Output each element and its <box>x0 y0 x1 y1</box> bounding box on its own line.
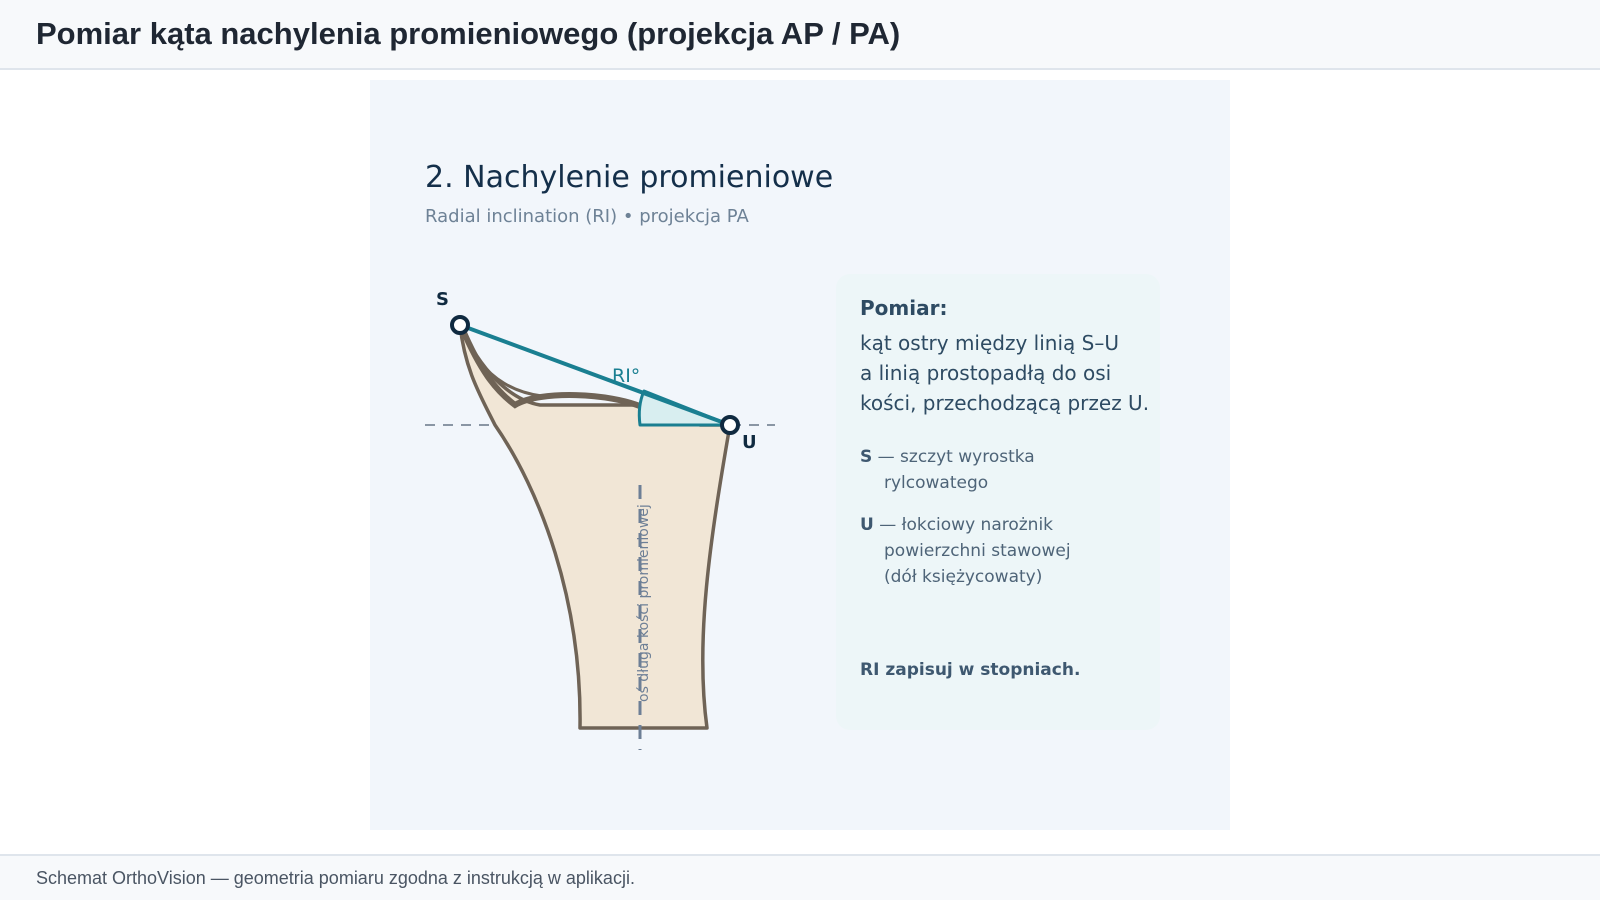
legend-s-text: rylcowatego <box>884 473 989 493</box>
measurement-info-box <box>836 274 1160 730</box>
page-header <box>0 0 1600 70</box>
page-footer <box>0 854 1600 900</box>
legend-u-text: (dół księżycowaty) <box>884 567 1043 587</box>
info-note: RI zapisuj w stopniach. <box>860 660 1081 680</box>
point-s-marker <box>452 317 468 333</box>
legend-s-key: S <box>860 447 873 467</box>
footer-text: Schemat OrthoVision — geometria pomiaru zgodna z instrukcją w aplikacji. <box>36 868 635 888</box>
panel-title: 2. Nachylenie promieniowe <box>425 160 834 195</box>
panel-subtitle: Radial inclination (RI) • projekcja PA <box>425 206 749 227</box>
legend-u-text: — łokciowy narożnik <box>879 515 1054 535</box>
legend-u-line-1 <box>860 512 1150 538</box>
legend-s-text: — szczyt wyrostka <box>877 447 1035 467</box>
info-description-line: kąt ostry między linią S–U <box>860 331 1119 355</box>
info-description-line: a linią prostopadłą do osi <box>860 361 1112 385</box>
diagram-panel <box>370 80 1230 830</box>
legend-u-text: powierzchni stawowej <box>884 541 1071 561</box>
bone-axis-label: oś długa kości promieniowej <box>636 504 652 702</box>
legend-u-key: U <box>860 515 874 535</box>
info-description <box>860 328 1160 418</box>
angle-label: RI° <box>612 365 641 387</box>
info-description-line: kości, przechodzącą przez U. <box>860 391 1150 415</box>
info-heading: Pomiar: <box>860 296 948 320</box>
legend-s-line-1 <box>860 444 1150 470</box>
point-u-marker <box>722 417 738 433</box>
legend-item-s <box>860 444 1150 496</box>
radius-bone-shape <box>460 325 730 728</box>
page-title: Pomiar kąta nachylenia promieniowego (projekcja AP / PA) <box>36 16 901 51</box>
point-s-label: S <box>436 289 449 310</box>
point-u-label: U <box>742 432 757 453</box>
legend-item-u <box>860 512 1150 590</box>
